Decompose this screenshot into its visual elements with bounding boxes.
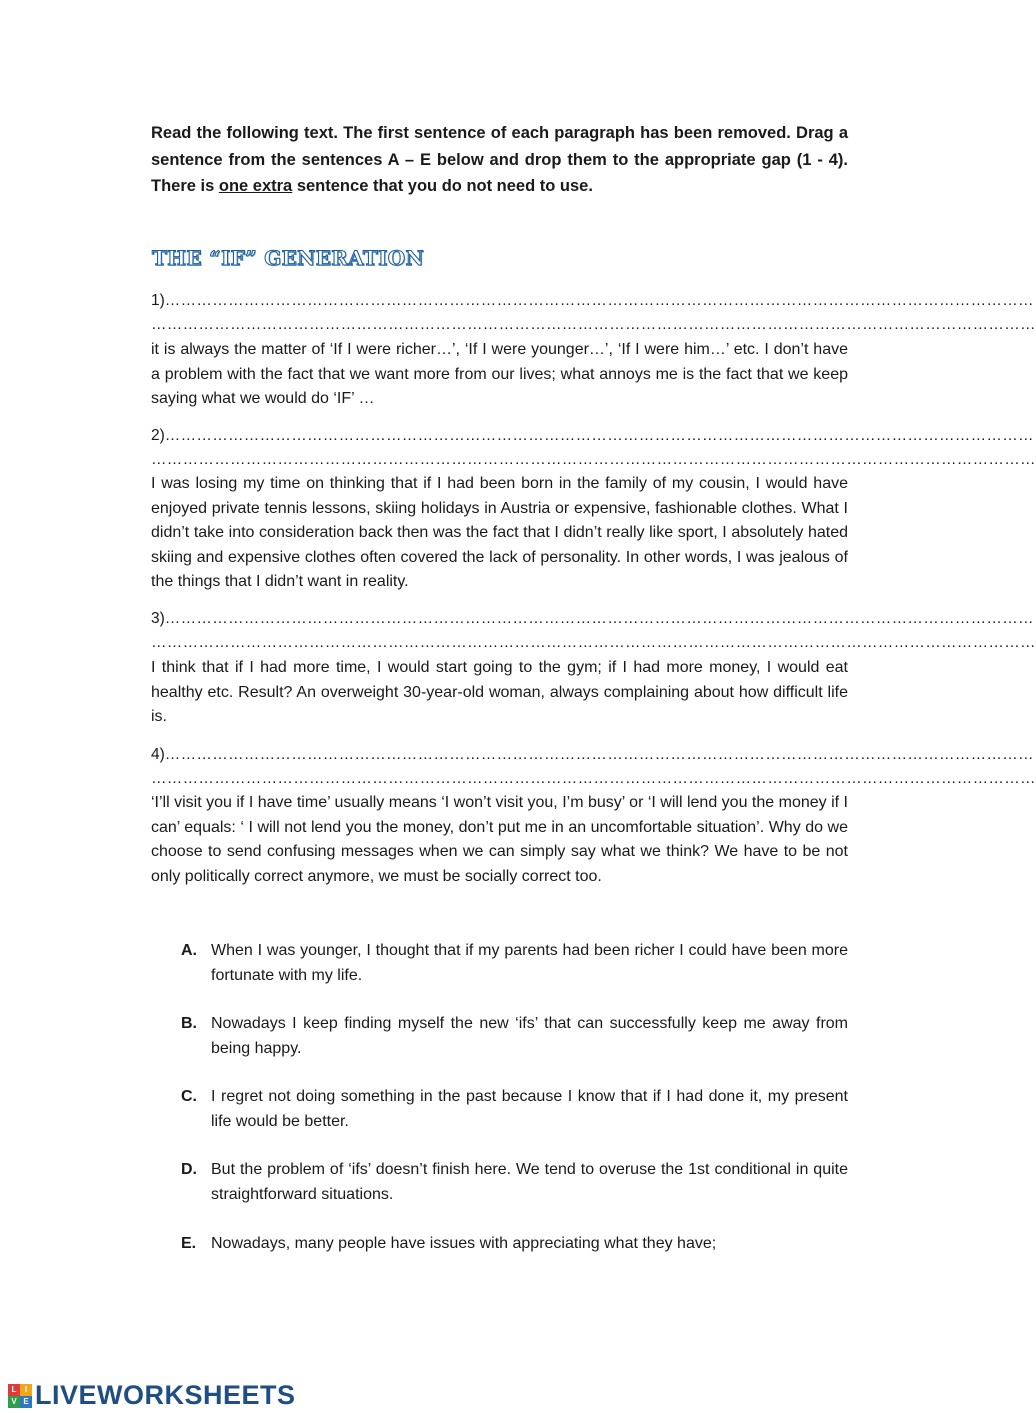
option-a-text: When I was younger, I thought that if my parents had been richer I could have been more fortunate with my life.: [211, 942, 848, 984]
option-e-letter: E.: [181, 1235, 197, 1252]
gap-2-drop-zone[interactable]: [151, 424, 1036, 472]
gap-1-drop-zone[interactable]: [151, 289, 1036, 337]
gap-3-number: 3): [151, 610, 165, 627]
option-d-letter: D.: [181, 1161, 197, 1178]
instructions: [151, 120, 848, 200]
option-c-letter: C.: [181, 1088, 197, 1105]
gap-4-number: 4): [151, 746, 165, 763]
gap-4-line-2: ……………………………………………………………………………………………………………………………………………………: [151, 770, 1036, 787]
gap-2-line-1: …………………………………………………………………………………………………………………………………………………: [164, 427, 1034, 444]
option-b[interactable]: [181, 1012, 848, 1061]
option-d[interactable]: [181, 1158, 848, 1207]
logo-block-l: L: [8, 1384, 20, 1396]
gap-1-number: 1): [151, 292, 165, 309]
option-d-text: But the problem of ‘ifs’ doesn’t finish here. We tend to overuse the 1st conditional in quite straightforward situations.: [211, 1161, 848, 1203]
gap-1-line-2: ……………………………………………………………………………………………………………………………………………………: [151, 316, 1036, 333]
text-title: THE “IF” GENERATION: [152, 246, 425, 270]
logo-text: LIVEWORKSHEETS: [35, 1380, 296, 1410]
logo-block-v: V: [8, 1396, 20, 1408]
gap-4-drop-zone[interactable]: [151, 743, 1036, 791]
gap-2-line-2: ……………………………………………………………………………………………………………………………………………………: [151, 451, 1036, 468]
instructions-text-2: sentence that you do not need to use.: [292, 177, 593, 195]
logo-block-e: E: [20, 1396, 32, 1408]
option-a[interactable]: [181, 939, 848, 988]
paragraph-2: I was losing my time on thinking that if I had been born in the family of my cousin, I would have enjoyed private tennis lessons, skiing holidays in Austria or expensive, fashionable clothes. What I didn’t take into consideration back then was the fact that I didn’t really like sport, I absolutely hated skiing and expensive clothes often covered the lack of personality. In other words, I was jealous of the things that I didn’t want in reality.: [151, 475, 848, 590]
paragraph-3: I think that if I had more time, I would start going to the gym; if I had more money, I would eat healthy etc. Result? An overweight 30-year-old woman, always complaining about how difficult life is.: [151, 659, 848, 725]
logo-blocks-icon: [8, 1384, 32, 1408]
logo-block-i: I: [20, 1384, 32, 1396]
option-c-text: I regret not doing something in the past because I know that if I had done it, my present life would be better.: [211, 1088, 848, 1130]
option-b-letter: B.: [181, 1015, 197, 1032]
option-c[interactable]: [181, 1085, 848, 1134]
option-b-text: Nowadays I keep finding myself the new ‘ifs’ that can successfully keep me away from being happy.: [211, 1015, 848, 1057]
paragraph-4: ‘I’ll visit you if I have time’ usually means ‘I won’t visit you, I’m busy’ or ‘I will lend you the money if I can’ equals: ‘ I will not lend you the money, don’t put me in an uncomfortable situation’. Why do we choose to send confusing messages when we can simply say what we think? We have to be not only politically correct anymore, we must be socially correct too.: [151, 794, 848, 885]
liveworksheets-logo: [8, 1380, 296, 1411]
instructions-underlined: one extra: [218, 177, 293, 195]
gap-2-number: 2): [151, 427, 165, 444]
option-a-letter: A.: [181, 942, 197, 959]
option-e-text: Nowadays, many people have issues with appreciating what they have;: [211, 1235, 717, 1252]
gap-3-line-1: …………………………………………………………………………………………………………………………………………………: [164, 610, 1034, 627]
gap-3-drop-zone[interactable]: [151, 607, 1036, 655]
instructions-text-1: Read the following text. The first sentence of each paragraph has been removed. Drag a sentence from the sentences A – E below and drop them to the appropriate gap (1 - 4). There is: [151, 124, 848, 195]
paragraph-1: it is always the matter of ‘If I were richer…’, ‘If I were younger…’, ‘If I were him…’ etc. I don’t have a problem with the fact that we want more from our lives; what annoys me is the fact that we keep saying what we would do ‘IF’ …: [151, 341, 848, 407]
gap-3-line-2: ……………………………………………………………………………………………………………………………………………………: [151, 634, 1036, 651]
gap-1-line-1: …………………………………………………………………………………………………………………………………………………: [164, 292, 1034, 309]
gap-4-line-1: …………………………………………………………………………………………………………………………………………………: [164, 746, 1034, 763]
option-e[interactable]: [181, 1232, 848, 1257]
